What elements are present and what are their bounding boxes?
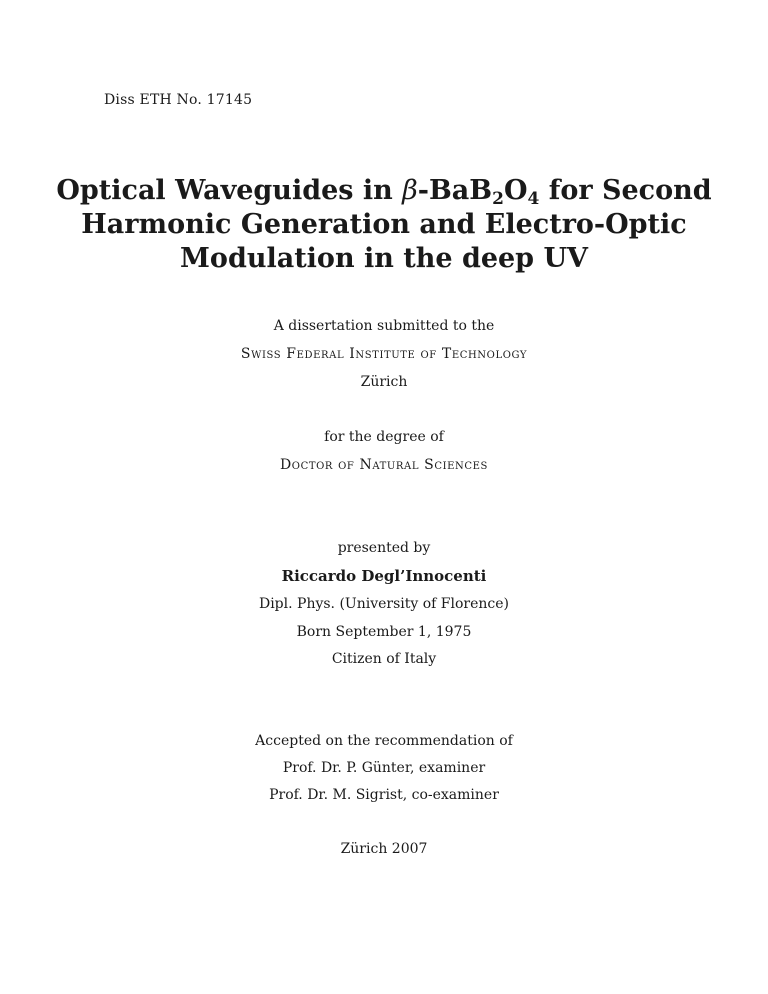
institution-name: Swiss Federal Institute of Technology xyxy=(240,346,528,362)
title-formula-part-b: O xyxy=(503,175,528,206)
title-subscript-2: 2 xyxy=(492,189,504,209)
degree-intro: for the degree of xyxy=(324,429,444,445)
author-citizenship: Citizen of Italy xyxy=(331,651,437,667)
title-formula-part-a: -BaB xyxy=(417,175,493,206)
author-birth-date: Born September 1, 1975 xyxy=(296,624,472,640)
title-line-3: Modulation in the deep UV xyxy=(180,243,588,274)
title-subscript-4: 4 xyxy=(527,189,540,209)
title-beta-symbol: β xyxy=(402,175,418,206)
title-line-1-suffix: for Second xyxy=(539,175,712,206)
author-qualification: Dipl. Phys. (University of Florence) xyxy=(258,596,510,612)
co-examiner: Prof. Dr. M. Sigrist, co-examiner xyxy=(269,787,499,803)
examiner: Prof. Dr. P. Günter, examiner xyxy=(282,760,486,776)
institution-city: Zürich xyxy=(360,374,408,390)
title-line-1-prefix: Optical Waveguides in xyxy=(56,175,403,206)
degree-name: Doctor of Natural Sciences xyxy=(279,457,489,473)
author-intro: presented by xyxy=(337,540,431,556)
author-name: Riccardo Degl’Innocenti xyxy=(281,567,487,585)
recommendation-intro: Accepted on the recommendation of xyxy=(255,733,513,749)
place-and-year: Zürich 2007 xyxy=(340,841,428,857)
title-line-1 xyxy=(0,174,768,208)
submission-intro: A dissertation submitted to the xyxy=(273,318,495,334)
dissertation-number: Diss ETH No. 17145 xyxy=(104,92,253,108)
thesis-title xyxy=(0,174,768,276)
title-line-2: Harmonic Generation and Electro-Optic xyxy=(81,209,687,240)
